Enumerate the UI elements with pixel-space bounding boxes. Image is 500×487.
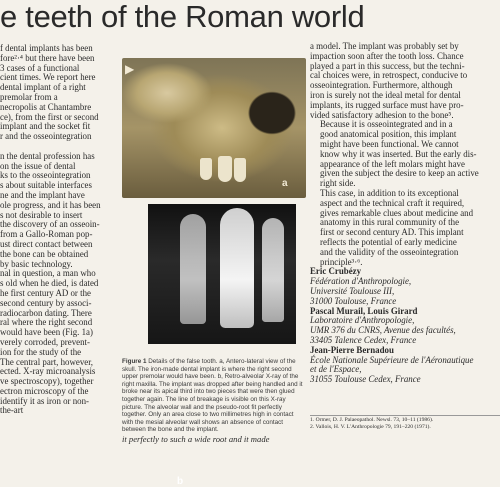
xray-tooth xyxy=(262,218,284,322)
caption-label: Figure 1 xyxy=(122,358,147,365)
skull-photo xyxy=(122,58,306,198)
references xyxy=(310,415,500,432)
affiliation-line: Université Toulouse III, xyxy=(310,285,395,296)
author-affiliation xyxy=(310,356,500,385)
text-line: ral where the right second xyxy=(0,317,93,328)
affiliation-line: et de l'Espace, xyxy=(310,364,362,375)
text-line: s not desirable to insert xyxy=(0,209,83,220)
figure-label-a: a xyxy=(282,178,288,189)
right-column xyxy=(310,42,500,385)
text-line: identify it as iron or non- xyxy=(0,395,89,406)
text-line: the discovery of an osseoin- xyxy=(0,219,100,230)
text-line: f dental implants has been xyxy=(0,43,93,53)
text-line: cal choices were, in retrospect, conducive to xyxy=(310,70,468,81)
text-line: Because it is osseointegrated and in a xyxy=(320,119,453,130)
reference-line: 1. Ormer, D. J. Palaeopathol. Newsl. 73, 10–11 (1986). xyxy=(310,417,434,423)
text-line: premolar from a xyxy=(0,91,58,102)
text-line: good anatomical position, this implant xyxy=(320,129,457,140)
affiliation-line: 33405 Talence Cedex, France xyxy=(310,334,417,345)
text-line: ion for the study of the xyxy=(0,346,82,357)
text-line: might have been functional. We cannot xyxy=(320,138,459,149)
iron-implant-tooth xyxy=(218,156,232,182)
text-line: ectron microscopy of the xyxy=(0,385,89,396)
text-line: the bone can be obtained xyxy=(0,248,89,259)
text-line: from a Gallo-Roman pop- xyxy=(0,229,93,240)
reference-line: 2. Vallois, H. V. L'Anthropologie 79, 191–220 (1971). xyxy=(310,424,431,431)
text-line: implants, its rugged surface must have pro- xyxy=(310,99,464,110)
text-line: right side. xyxy=(320,178,356,189)
text-line: ks to the osseointegration xyxy=(0,170,91,181)
text-line: by basic technology. xyxy=(0,258,73,269)
text-line: would have been (Fig. 1a) xyxy=(0,327,93,338)
text-line: second century by associ- xyxy=(0,297,92,308)
text-line: ne and the implant have xyxy=(0,189,85,200)
affiliation-line: 31055 Toulouse Cedex, France xyxy=(310,374,421,385)
text-line: This case, in addition to its exceptional xyxy=(320,187,459,198)
author-affiliation xyxy=(310,277,500,306)
skull-tooth xyxy=(200,158,212,180)
author-name: Jean-Pierre Bernadou xyxy=(310,344,394,355)
text-line: a model. The implant was probably set by xyxy=(310,41,459,51)
text-line: ce), from the first or second xyxy=(0,111,99,122)
text-line: he first century AD or the xyxy=(0,287,91,298)
text-line: appearance of the left molars might have xyxy=(320,158,465,169)
text-line: implant and the socket fit xyxy=(0,121,91,132)
text-line: ust direct contact between xyxy=(0,238,93,249)
author-name: Pascal Murail, Louis Girard xyxy=(310,305,418,316)
text-line: 3 cases of a functional xyxy=(0,62,80,73)
left-column xyxy=(0,44,120,416)
text-line: anatomy in this rural community of the xyxy=(320,217,460,228)
text-line: principle³·⁶. xyxy=(320,256,363,267)
figure-caption xyxy=(122,358,306,434)
text-line: first or second century AD. This implant xyxy=(320,227,464,238)
affiliation-line: École Nationale Supérieure de l'Aéronautique xyxy=(310,354,474,365)
text-line: iron is surely not the ideal metal for dental xyxy=(310,89,461,100)
affiliation-line: 31000 Toulouse, France xyxy=(310,295,397,306)
text-line: r and the osseointegration xyxy=(0,131,92,142)
affiliation-line: Laboratoire d'Anthropologie, xyxy=(310,315,415,326)
figure-label-b: b xyxy=(177,476,184,487)
author-block xyxy=(310,267,500,385)
text-line: necropolis at Chantambre xyxy=(0,101,92,112)
xray-implant xyxy=(220,208,254,328)
arrow-icon: ▶ xyxy=(125,62,135,76)
caption-text: Details of the false tooth. a, Antero-lateral view of the skull. The iron-made dental implant is where the right second upper premolar would have been. b, Retro-alveolar X-ray of the right maxilla. The implant was dropped after being handled and it broke near its apical third into two pieces that were then glued together again. The line of breakage is visible on this X-ray picture. The alveolar wall and the pseudo-root fit perfectly together. Only an area close to two millimetres high in contact with the mesial alveolar wall shows an absence of contact between the bone and the implant. xyxy=(122,358,303,434)
text-line: given the subject the desire to keep an active xyxy=(320,168,479,179)
text-line: The central part, however, xyxy=(0,356,94,367)
article-title: e teeth of the Roman world xyxy=(0,0,365,34)
skull-tooth xyxy=(234,158,246,182)
affiliation-line: Fédération d'Anthropologie, xyxy=(310,276,412,287)
xray-tooth xyxy=(180,214,206,324)
paragraph xyxy=(310,189,500,267)
text-line: played a part in this success, but the techni- xyxy=(310,60,465,71)
text-line: know why it was inserted. But the early dis- xyxy=(320,148,477,159)
text-line: n the dental profession has xyxy=(0,150,95,161)
text-line: aspect and the technical craft it required, xyxy=(320,197,465,208)
affiliation-line: UMR 376 du CNRS, Avenue des facultés, xyxy=(310,325,456,336)
text-line: s old when he died, is dated xyxy=(0,278,99,289)
text-line: on the issue of dental xyxy=(0,160,76,171)
author-name: Eric Crubézy xyxy=(310,266,362,277)
text-line: ve spectroscopy), together xyxy=(0,376,94,387)
text-line: gives remarkable clues about medicine and xyxy=(320,207,474,218)
text-line: vided satisfactory adhesion to the bone⁵. xyxy=(310,109,454,120)
text-line: impaction soon after the tooth loss. Chance xyxy=(310,50,464,61)
text-line: osseointegration. Furthermore, although xyxy=(310,80,453,91)
text-line: s about suitable interfaces xyxy=(0,180,92,191)
paragraph xyxy=(310,42,500,120)
text-line: dental implant of a right xyxy=(0,82,86,93)
text-line: fore²·⁴ but there have been xyxy=(0,52,95,63)
paragraph xyxy=(310,120,500,189)
bottom-text-line: it perfectly to such a wide root and it made xyxy=(122,434,270,444)
author-affiliation xyxy=(310,316,500,345)
text-line: nal in question, a man who xyxy=(0,268,96,279)
text-line: radiocarbon dating. There xyxy=(0,307,92,318)
text-line: verely corroded, prevent- xyxy=(0,336,90,347)
text-line: ected. X-ray microanalysis xyxy=(0,366,96,377)
text-line: the-art xyxy=(0,405,24,416)
text-line: cient times. We report here xyxy=(0,72,96,83)
text-line: ole progress, and it has been xyxy=(0,199,101,210)
text-line: and the validity of the osseointegration xyxy=(320,246,459,257)
text-line: reflects the potential of early medicine xyxy=(320,236,457,247)
